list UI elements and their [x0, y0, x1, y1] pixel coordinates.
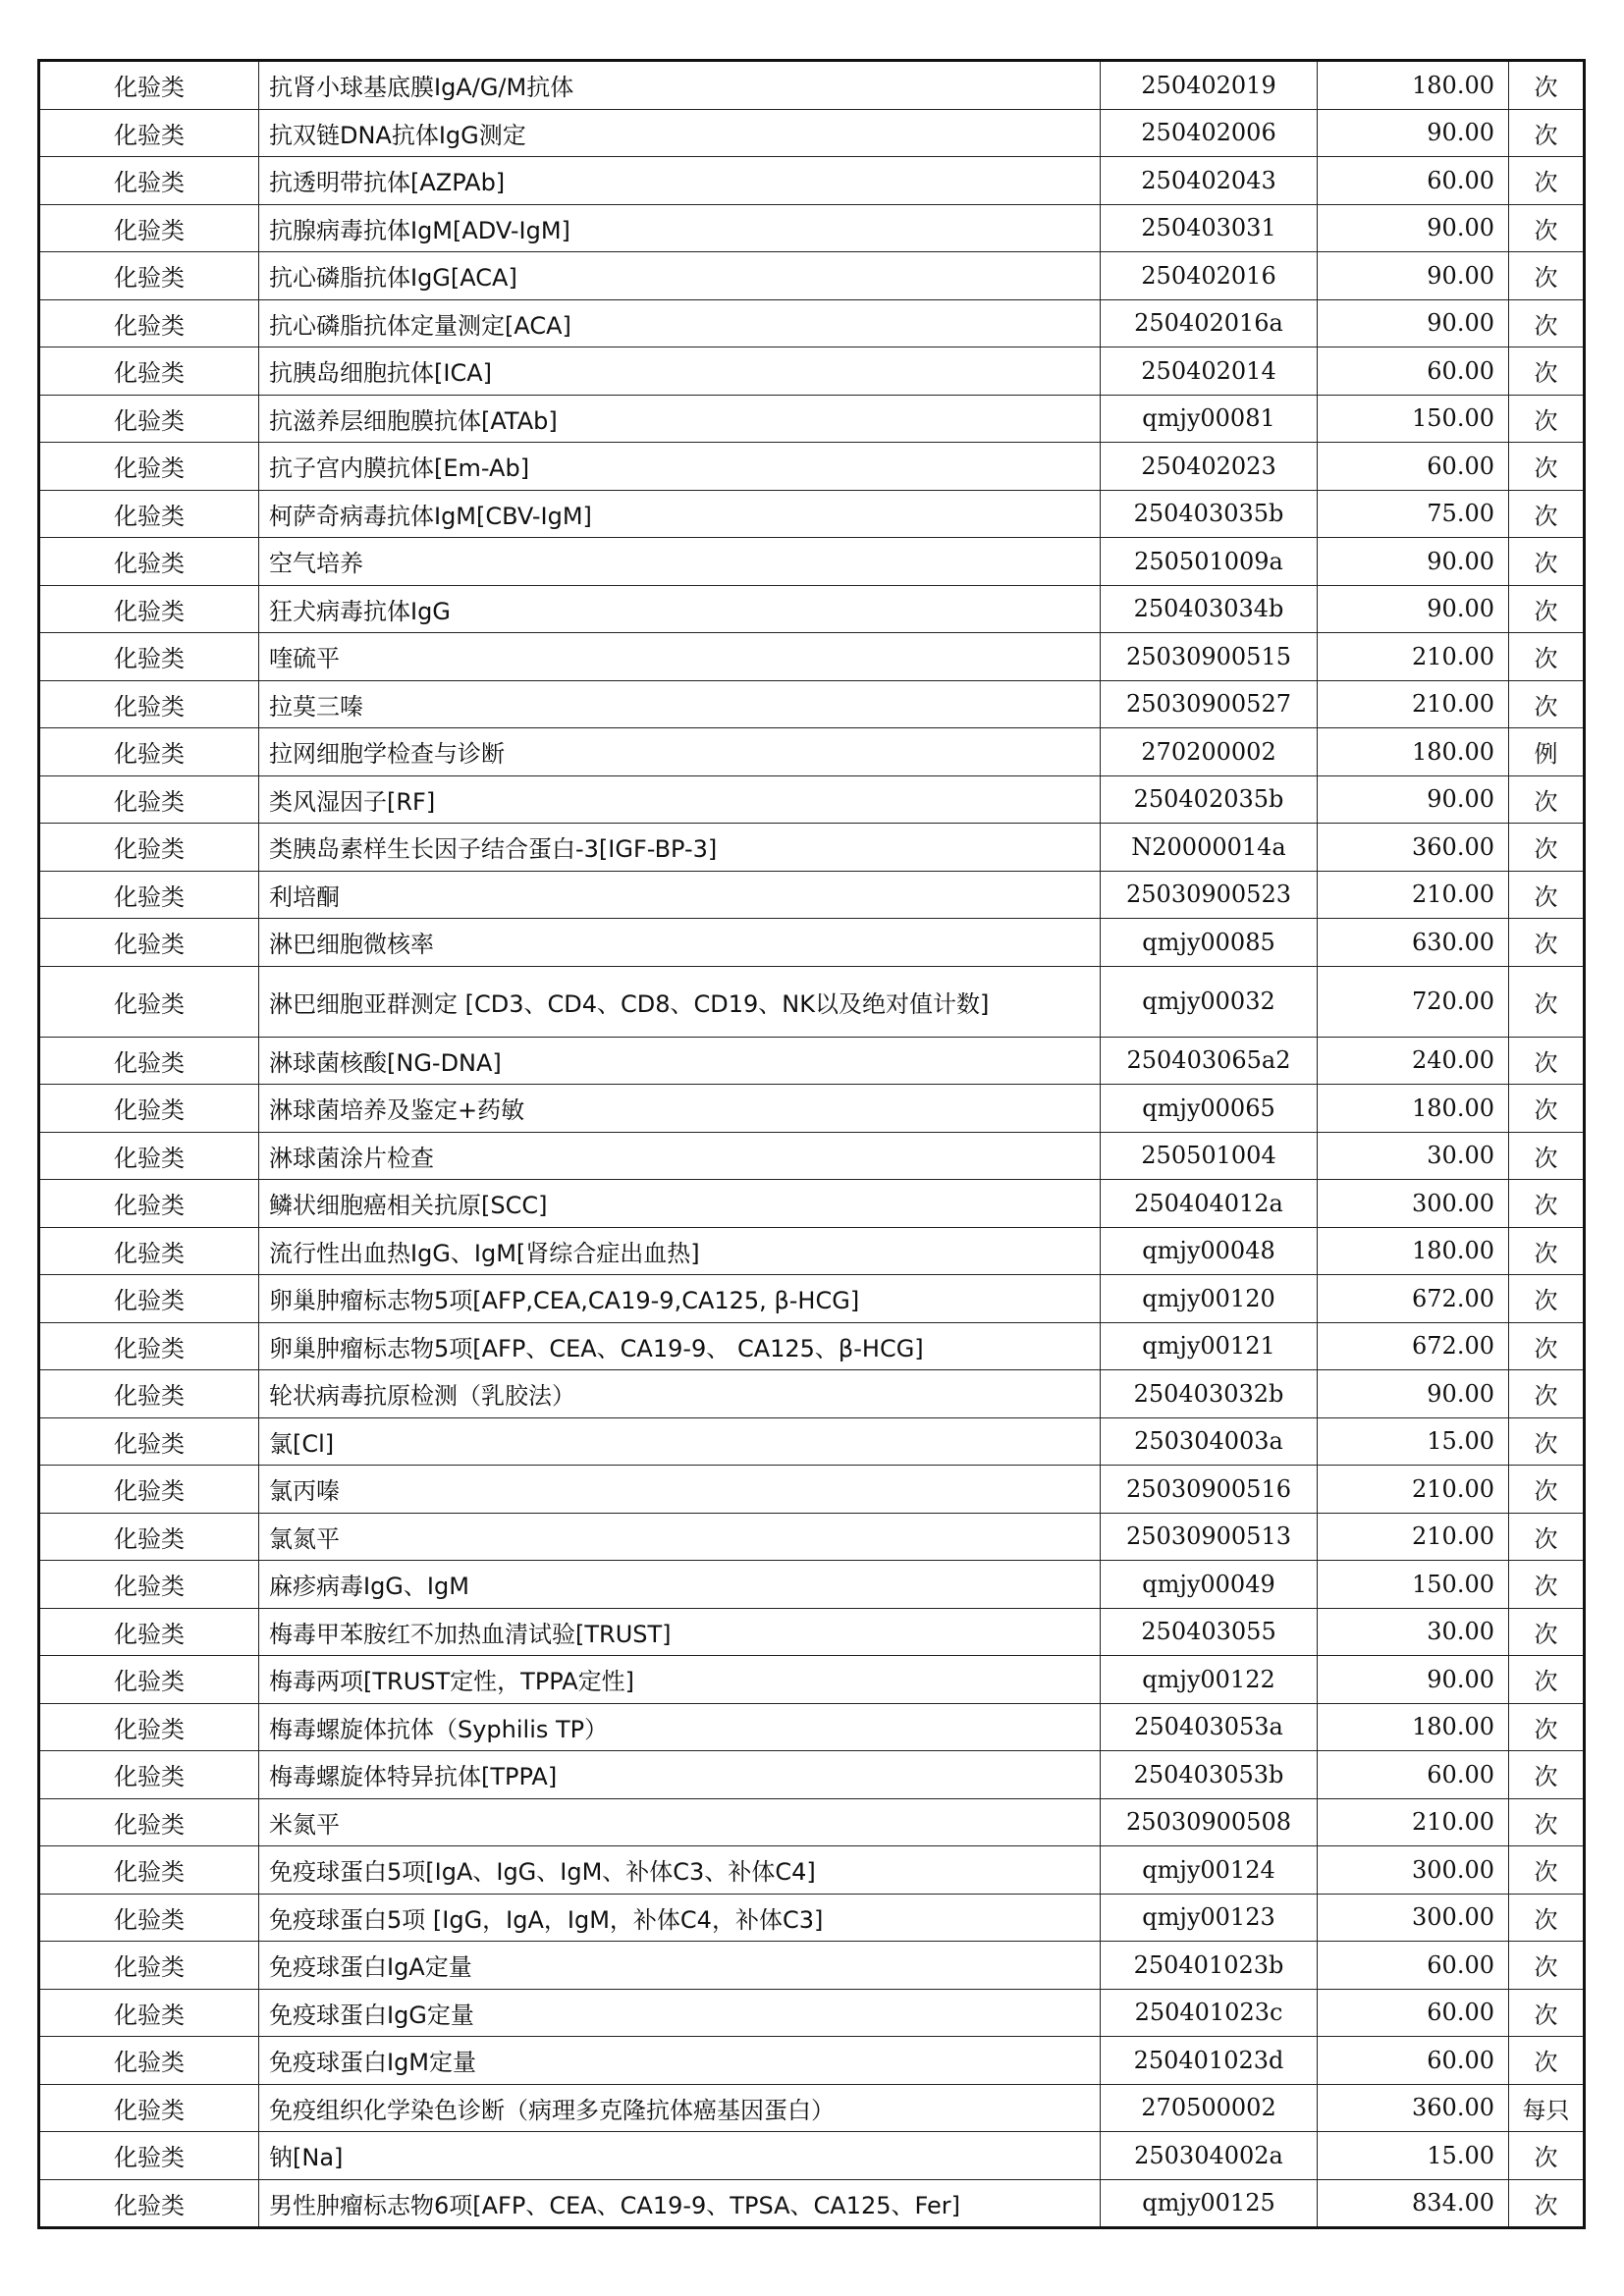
price-cell: 180.00 — [1318, 1085, 1509, 1133]
item-code-cell: qmjy00121 — [1101, 1322, 1318, 1370]
price-cell: 180.00 — [1318, 61, 1509, 110]
table-row — [39, 1846, 1585, 1895]
unit-cell: 次 — [1509, 633, 1585, 681]
price-cell: 90.00 — [1318, 1656, 1509, 1704]
item-name-cell: 拉莫三嗪 — [259, 680, 1101, 728]
category-cell: 化验类 — [39, 919, 259, 967]
price-cell: 672.00 — [1318, 1275, 1509, 1323]
item-code-cell: 250403034b — [1101, 585, 1318, 633]
unit-cell: 次 — [1509, 775, 1585, 824]
category-cell: 化验类 — [39, 443, 259, 491]
price-cell: 60.00 — [1318, 1989, 1509, 2037]
table-row — [39, 395, 1585, 443]
unit-cell: 次 — [1509, 1703, 1585, 1751]
item-name-cell: 轮状病毒抗原检测（乳胶法） — [259, 1370, 1101, 1418]
price-cell: 60.00 — [1318, 443, 1509, 491]
table-row — [39, 824, 1585, 872]
unit-cell: 次 — [1509, 1751, 1585, 1799]
item-name-cell: 男性肿瘤标志物6项[AFP、CEA、CA19-9、TPSA、CA125、Fer] — [259, 2179, 1101, 2228]
table-row — [39, 1275, 1585, 1323]
item-code-cell: qmjy00124 — [1101, 1846, 1318, 1895]
table-row — [39, 299, 1585, 347]
category-cell: 化验类 — [39, 1703, 259, 1751]
unit-cell: 次 — [1509, 1989, 1585, 2037]
table-row — [39, 919, 1585, 967]
item-name-cell: 利培酮 — [259, 871, 1101, 919]
item-name-cell: 免疫组织化学染色诊断（病理多克隆抗体癌基因蛋白） — [259, 2084, 1101, 2132]
table-row — [39, 775, 1585, 824]
unit-cell: 次 — [1509, 1370, 1585, 1418]
category-cell: 化验类 — [39, 680, 259, 728]
unit-cell: 次 — [1509, 680, 1585, 728]
category-cell: 化验类 — [39, 204, 259, 252]
category-cell: 化验类 — [39, 824, 259, 872]
category-cell: 化验类 — [39, 1322, 259, 1370]
item-code-cell: 250403053b — [1101, 1751, 1318, 1799]
price-cell: 60.00 — [1318, 157, 1509, 205]
category-cell: 化验类 — [39, 1132, 259, 1180]
category-cell: 化验类 — [39, 1227, 259, 1275]
table-row — [39, 538, 1585, 586]
unit-cell: 次 — [1509, 1417, 1585, 1466]
table-row — [39, 1703, 1585, 1751]
unit-cell: 次 — [1509, 824, 1585, 872]
item-code-cell: qmjy00065 — [1101, 1085, 1318, 1133]
unit-cell: 次 — [1509, 919, 1585, 967]
category-cell: 化验类 — [39, 2037, 259, 2085]
price-cell: 180.00 — [1318, 728, 1509, 776]
price-cell: 30.00 — [1318, 1132, 1509, 1180]
price-cell: 834.00 — [1318, 2179, 1509, 2228]
category-cell: 化验类 — [39, 1513, 259, 1561]
price-cell: 210.00 — [1318, 633, 1509, 681]
item-name-cell: 喹硫平 — [259, 633, 1101, 681]
table-row — [39, 2084, 1585, 2132]
price-table-body — [39, 61, 1585, 2228]
price-cell: 15.00 — [1318, 1417, 1509, 1466]
item-name-cell: 氯[Cl] — [259, 1417, 1101, 1466]
item-name-cell: 免疫球蛋白5项 [IgG，IgA，IgM，补体C4，补体C3] — [259, 1894, 1101, 1942]
item-code-cell: 250403055 — [1101, 1608, 1318, 1656]
unit-cell: 次 — [1509, 1466, 1585, 1514]
item-code-cell: 250403032b — [1101, 1370, 1318, 1418]
item-name-cell: 梅毒甲苯胺红不加热血清试验[TRUST] — [259, 1608, 1101, 1656]
item-name-cell: 抗腺病毒抗体IgM[ADV-IgM] — [259, 204, 1101, 252]
price-cell: 150.00 — [1318, 395, 1509, 443]
category-cell: 化验类 — [39, 299, 259, 347]
item-name-cell: 免疫球蛋白IgM定量 — [259, 2037, 1101, 2085]
price-cell: 210.00 — [1318, 871, 1509, 919]
category-cell: 化验类 — [39, 728, 259, 776]
item-code-cell: 270500002 — [1101, 2084, 1318, 2132]
item-name-cell: 卵巢肿瘤标志物5项[AFP、CEA、CA19-9、 CA125、β-HCG] — [259, 1322, 1101, 1370]
unit-cell: 每只 — [1509, 2084, 1585, 2132]
table-row — [39, 1370, 1585, 1418]
table-row — [39, 966, 1585, 1037]
unit-cell: 次 — [1509, 1846, 1585, 1895]
item-code-cell: 250402043 — [1101, 157, 1318, 205]
table-row — [39, 1942, 1585, 1990]
item-name-cell: 免疫球蛋白IgG定量 — [259, 1989, 1101, 2037]
item-code-cell: 25030900523 — [1101, 871, 1318, 919]
item-code-cell: 250404012a — [1101, 1180, 1318, 1228]
table-row — [39, 1085, 1585, 1133]
category-cell: 化验类 — [39, 61, 259, 110]
price-cell: 90.00 — [1318, 252, 1509, 300]
table-row — [39, 204, 1585, 252]
table-row — [39, 490, 1585, 538]
category-cell: 化验类 — [39, 157, 259, 205]
unit-cell: 次 — [1509, 1180, 1585, 1228]
item-code-cell: qmjy00048 — [1101, 1227, 1318, 1275]
unit-cell: 次 — [1509, 1608, 1585, 1656]
price-cell: 180.00 — [1318, 1703, 1509, 1751]
table-row — [39, 1132, 1585, 1180]
item-name-cell: 抗胰岛细胞抗体[ICA] — [259, 347, 1101, 396]
price-cell: 30.00 — [1318, 1608, 1509, 1656]
unit-cell: 次 — [1509, 1227, 1585, 1275]
price-cell: 90.00 — [1318, 109, 1509, 157]
category-cell: 化验类 — [39, 1846, 259, 1895]
price-cell: 15.00 — [1318, 2132, 1509, 2180]
category-cell: 化验类 — [39, 1894, 259, 1942]
item-name-cell: 抗滋养层细胞膜抗体[ATAb] — [259, 395, 1101, 443]
item-name-cell: 拉网细胞学检查与诊断 — [259, 728, 1101, 776]
item-name-cell: 淋巴细胞微核率 — [259, 919, 1101, 967]
unit-cell: 次 — [1509, 252, 1585, 300]
price-cell: 360.00 — [1318, 2084, 1509, 2132]
unit-cell: 次 — [1509, 1894, 1585, 1942]
table-row — [39, 157, 1585, 205]
price-cell: 90.00 — [1318, 204, 1509, 252]
unit-cell: 次 — [1509, 490, 1585, 538]
category-cell: 化验类 — [39, 538, 259, 586]
unit-cell: 次 — [1509, 1656, 1585, 1704]
table-row — [39, 109, 1585, 157]
category-cell: 化验类 — [39, 871, 259, 919]
table-row — [39, 1751, 1585, 1799]
item-name-cell: 鳞状细胞癌相关抗原[SCC] — [259, 1180, 1101, 1228]
item-name-cell: 免疫球蛋白IgA定量 — [259, 1942, 1101, 1990]
category-cell: 化验类 — [39, 1751, 259, 1799]
unit-cell: 次 — [1509, 2037, 1585, 2085]
unit-cell: 次 — [1509, 1037, 1585, 1085]
table-row — [39, 347, 1585, 396]
category-cell: 化验类 — [39, 1180, 259, 1228]
table-row — [39, 1417, 1585, 1466]
item-name-cell: 类风湿因子[RF] — [259, 775, 1101, 824]
item-code-cell: qmjy00120 — [1101, 1275, 1318, 1323]
item-name-cell: 米氮平 — [259, 1798, 1101, 1846]
item-code-cell: 25030900516 — [1101, 1466, 1318, 1514]
item-name-cell: 类胰岛素样生长因子结合蛋白-3[IGF-BP-3] — [259, 824, 1101, 872]
item-code-cell: 25030900515 — [1101, 633, 1318, 681]
price-cell: 300.00 — [1318, 1846, 1509, 1895]
category-cell: 化验类 — [39, 1989, 259, 2037]
unit-cell: 次 — [1509, 585, 1585, 633]
price-cell: 60.00 — [1318, 2037, 1509, 2085]
item-name-cell: 梅毒螺旋体特异抗体[TPPA] — [259, 1751, 1101, 1799]
item-name-cell: 氯氮平 — [259, 1513, 1101, 1561]
table-row — [39, 1561, 1585, 1609]
unit-cell: 次 — [1509, 538, 1585, 586]
item-code-cell: 25030900513 — [1101, 1513, 1318, 1561]
unit-cell: 次 — [1509, 1132, 1585, 1180]
category-cell: 化验类 — [39, 1561, 259, 1609]
table-row — [39, 1180, 1585, 1228]
unit-cell: 次 — [1509, 347, 1585, 396]
item-code-cell: 250501004 — [1101, 1132, 1318, 1180]
item-name-cell: 抗心磷脂抗体定量测定[ACA] — [259, 299, 1101, 347]
table-row — [39, 871, 1585, 919]
item-name-cell: 氯丙嗪 — [259, 1466, 1101, 1514]
item-name-cell: 淋球菌培养及鉴定+药敏 — [259, 1085, 1101, 1133]
category-cell: 化验类 — [39, 1037, 259, 1085]
unit-cell: 次 — [1509, 204, 1585, 252]
item-name-cell: 抗肾小球基底膜IgA/G/M抗体 — [259, 61, 1101, 110]
unit-cell: 次 — [1509, 1798, 1585, 1846]
item-code-cell: 250402035b — [1101, 775, 1318, 824]
category-cell: 化验类 — [39, 585, 259, 633]
table-row — [39, 585, 1585, 633]
item-code-cell: 250304003a — [1101, 1417, 1318, 1466]
table-row — [39, 252, 1585, 300]
item-name-cell: 淋球菌核酸[NG-DNA] — [259, 1037, 1101, 1085]
item-name-cell: 流行性出血热IgG、IgM[肾综合症出血热] — [259, 1227, 1101, 1275]
table-row — [39, 1466, 1585, 1514]
price-cell: 60.00 — [1318, 347, 1509, 396]
table-row — [39, 1608, 1585, 1656]
item-code-cell: 250403065a2 — [1101, 1037, 1318, 1085]
item-code-cell: 250401023d — [1101, 2037, 1318, 2085]
price-cell: 180.00 — [1318, 1227, 1509, 1275]
item-name-cell: 抗心磷脂抗体IgG[ACA] — [259, 252, 1101, 300]
item-code-cell: 250402006 — [1101, 109, 1318, 157]
item-name-cell: 空气培养 — [259, 538, 1101, 586]
price-cell: 90.00 — [1318, 1370, 1509, 1418]
item-name-cell: 卵巢肿瘤标志物5项[AFP,CEA,CA19-9,CA125, β-HCG] — [259, 1275, 1101, 1323]
price-cell: 210.00 — [1318, 1513, 1509, 1561]
price-cell: 210.00 — [1318, 1798, 1509, 1846]
price-cell: 90.00 — [1318, 299, 1509, 347]
item-name-cell: 钠[Na] — [259, 2132, 1101, 2180]
price-cell: 300.00 — [1318, 1180, 1509, 1228]
category-cell: 化验类 — [39, 1417, 259, 1466]
item-code-cell: 250403053a — [1101, 1703, 1318, 1751]
item-code-cell: 250401023c — [1101, 1989, 1318, 2037]
item-code-cell: 250401023b — [1101, 1942, 1318, 1990]
price-cell: 75.00 — [1318, 490, 1509, 538]
item-name-cell: 淋巴细胞亚群测定 [CD3、CD4、CD8、CD19、NK以及绝对值计数] — [259, 966, 1101, 1037]
category-cell: 化验类 — [39, 1275, 259, 1323]
category-cell: 化验类 — [39, 2179, 259, 2228]
item-name-cell: 淋球菌涂片检查 — [259, 1132, 1101, 1180]
item-code-cell: qmjy00081 — [1101, 395, 1318, 443]
category-cell: 化验类 — [39, 775, 259, 824]
table-row — [39, 1894, 1585, 1942]
price-cell: 720.00 — [1318, 966, 1509, 1037]
item-name-cell: 柯萨奇病毒抗体IgM[CBV-IgM] — [259, 490, 1101, 538]
item-code-cell: qmjy00049 — [1101, 1561, 1318, 1609]
category-cell: 化验类 — [39, 1608, 259, 1656]
price-cell: 210.00 — [1318, 1466, 1509, 1514]
item-code-cell: 250403035b — [1101, 490, 1318, 538]
item-code-cell: qmjy00085 — [1101, 919, 1318, 967]
item-code-cell: N20000014a — [1101, 824, 1318, 872]
table-row — [39, 1989, 1585, 2037]
item-code-cell: 25030900527 — [1101, 680, 1318, 728]
item-name-cell: 梅毒螺旋体抗体（Syphilis TP） — [259, 1703, 1101, 1751]
category-cell: 化验类 — [39, 1656, 259, 1704]
unit-cell: 次 — [1509, 966, 1585, 1037]
price-cell: 630.00 — [1318, 919, 1509, 967]
category-cell: 化验类 — [39, 966, 259, 1037]
unit-cell: 次 — [1509, 109, 1585, 157]
price-cell: 90.00 — [1318, 585, 1509, 633]
unit-cell: 次 — [1509, 61, 1585, 110]
table-row — [39, 61, 1585, 110]
item-name-cell: 抗透明带抗体[AZPAb] — [259, 157, 1101, 205]
unit-cell: 次 — [1509, 395, 1585, 443]
price-cell: 90.00 — [1318, 775, 1509, 824]
item-code-cell: 250402023 — [1101, 443, 1318, 491]
price-cell: 150.00 — [1318, 1561, 1509, 1609]
category-cell: 化验类 — [39, 1085, 259, 1133]
table-row — [39, 633, 1585, 681]
unit-cell: 次 — [1509, 2132, 1585, 2180]
item-code-cell: 250501009a — [1101, 538, 1318, 586]
unit-cell: 次 — [1509, 299, 1585, 347]
price-cell: 360.00 — [1318, 824, 1509, 872]
price-cell: 60.00 — [1318, 1751, 1509, 1799]
table-row — [39, 680, 1585, 728]
item-name-cell: 免疫球蛋白5项[IgA、IgG、IgM、补体C3、补体C4] — [259, 1846, 1101, 1895]
price-cell: 90.00 — [1318, 538, 1509, 586]
unit-cell: 次 — [1509, 157, 1585, 205]
unit-cell: 次 — [1509, 1322, 1585, 1370]
item-name-cell: 梅毒两项[TRUST定性，TPPA定性] — [259, 1656, 1101, 1704]
item-code-cell: qmjy00122 — [1101, 1656, 1318, 1704]
category-cell: 化验类 — [39, 2084, 259, 2132]
table-row — [39, 1513, 1585, 1561]
price-table — [37, 59, 1586, 2229]
table-row — [39, 2132, 1585, 2180]
item-name-cell: 抗双链DNA抗体IgG测定 — [259, 109, 1101, 157]
unit-cell: 次 — [1509, 1561, 1585, 1609]
table-row — [39, 1798, 1585, 1846]
table-row — [39, 2037, 1585, 2085]
category-cell: 化验类 — [39, 252, 259, 300]
category-cell: 化验类 — [39, 1942, 259, 1990]
item-code-cell: 250304002a — [1101, 2132, 1318, 2180]
item-code-cell: 250402016 — [1101, 252, 1318, 300]
item-code-cell: 250402014 — [1101, 347, 1318, 396]
table-row — [39, 443, 1585, 491]
unit-cell: 次 — [1509, 1275, 1585, 1323]
table-row — [39, 1322, 1585, 1370]
price-cell: 300.00 — [1318, 1894, 1509, 1942]
item-name-cell: 抗子宫内膜抗体[Em-Ab] — [259, 443, 1101, 491]
table-row — [39, 1037, 1585, 1085]
price-cell: 60.00 — [1318, 1942, 1509, 1990]
table-row — [39, 728, 1585, 776]
item-code-cell: 250402019 — [1101, 61, 1318, 110]
item-name-cell: 狂犬病毒抗体IgG — [259, 585, 1101, 633]
unit-cell: 次 — [1509, 1513, 1585, 1561]
category-cell: 化验类 — [39, 2132, 259, 2180]
price-cell: 240.00 — [1318, 1037, 1509, 1085]
category-cell: 化验类 — [39, 1798, 259, 1846]
category-cell: 化验类 — [39, 395, 259, 443]
item-code-cell: qmjy00123 — [1101, 1894, 1318, 1942]
unit-cell: 次 — [1509, 2179, 1585, 2228]
price-cell: 672.00 — [1318, 1322, 1509, 1370]
category-cell: 化验类 — [39, 490, 259, 538]
table-row — [39, 1227, 1585, 1275]
item-name-cell: 麻疹病毒IgG、IgM — [259, 1561, 1101, 1609]
unit-cell: 例 — [1509, 728, 1585, 776]
category-cell: 化验类 — [39, 347, 259, 396]
category-cell: 化验类 — [39, 1370, 259, 1418]
item-code-cell: qmjy00125 — [1101, 2179, 1318, 2228]
category-cell: 化验类 — [39, 1466, 259, 1514]
unit-cell: 次 — [1509, 871, 1585, 919]
category-cell: 化验类 — [39, 633, 259, 681]
table-row — [39, 2179, 1585, 2228]
price-cell: 210.00 — [1318, 680, 1509, 728]
unit-cell: 次 — [1509, 1942, 1585, 1990]
unit-cell: 次 — [1509, 1085, 1585, 1133]
unit-cell: 次 — [1509, 443, 1585, 491]
item-code-cell: qmjy00032 — [1101, 966, 1318, 1037]
category-cell: 化验类 — [39, 109, 259, 157]
item-code-cell: 25030900508 — [1101, 1798, 1318, 1846]
item-code-cell: 250403031 — [1101, 204, 1318, 252]
item-code-cell: 250402016a — [1101, 299, 1318, 347]
table-row — [39, 1656, 1585, 1704]
item-code-cell: 270200002 — [1101, 728, 1318, 776]
price-list-sheet — [37, 59, 1586, 2229]
